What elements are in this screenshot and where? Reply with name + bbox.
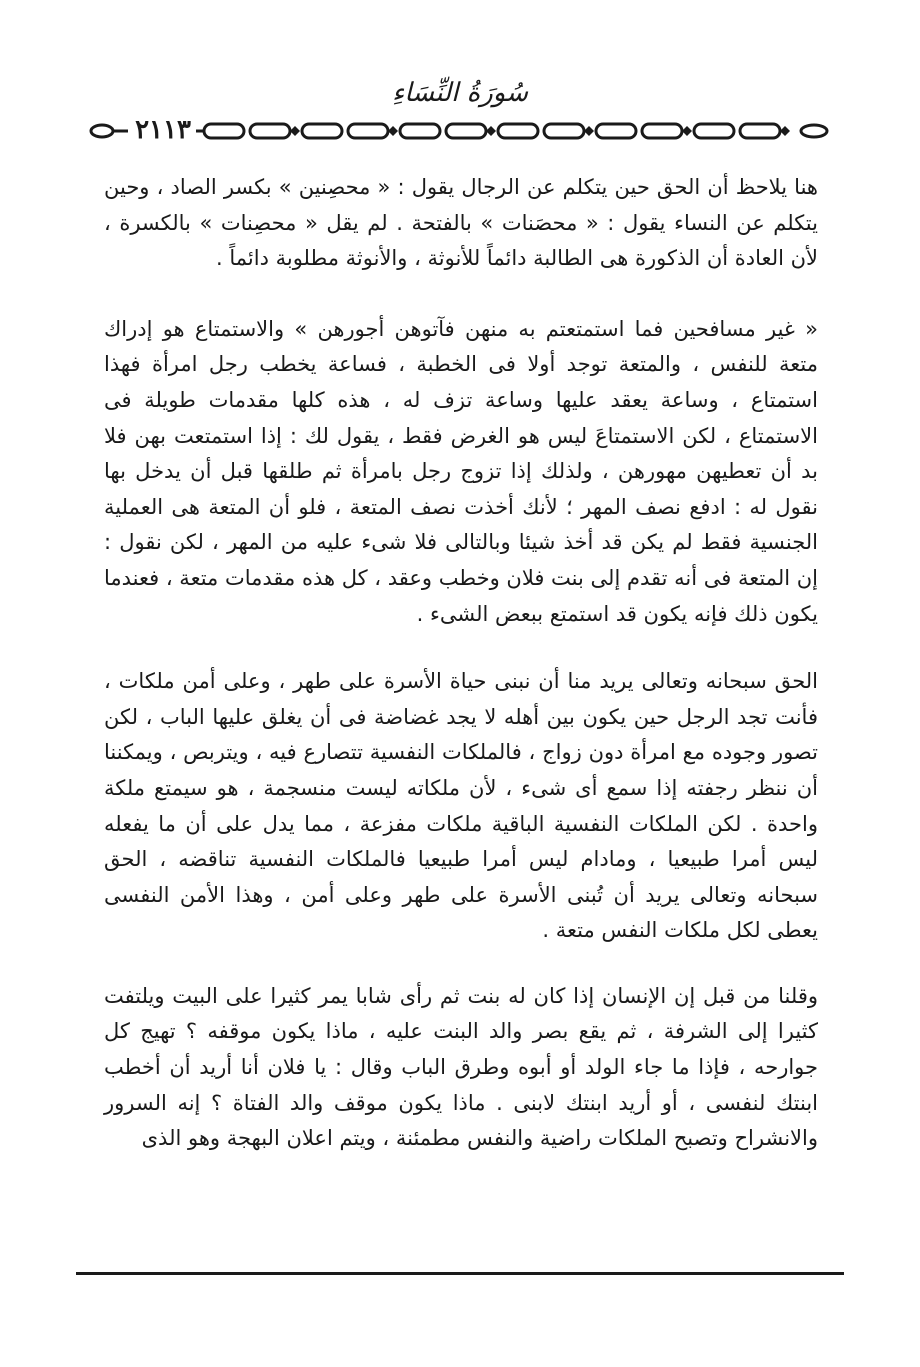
paragraph: وقلنا من قبل إن الإنسان إذا كان له بنت ثم رأى شابا يمر كثيرا على البيت ويلتفت كثيرا إلى الشرفة ، ثم يقع بصر والد البنت عليه ، ماذا يكون موقفه ؟ تهيج كل جوارحه ، فإذا ما جاء الولد أو أبوه وطرق الباب وقال : يا فلان أنا أريد أن أخطب ابنتك لنفسى ، أو أريد ابنتك لابنى . ماذا يكون موقف والد الفتاة ؟ إنه السرور والانشراح وتصبح الملكات راضية والنفس مطمئنة ، ويتم اعلان البهجة وهو الذى bbox=[104, 983, 818, 1151]
paragraph: الحق سبحانه وتعالى يريد منا أن نبنى حياة الأسرة على طهر ، وعلى أمن ملكات ، فأنت تجد الرجل حين يكون بين أهله لا يجد غضاضة فى أن يغلق عليها الباب ، لكن تصور وجوده مع امرأة دون زواج ، فالملكات النفسية تتصارع فيه ، ويتربص ، ويمكننا أن ننظر رجفته إذا سمع أى شىء ، لأن ملكاته ليست منسجمة ، هو سيمتع ملكة واحدة . لكن الملكات النفسية الباقية ملكات مفزعة ، مما يدل على أن ما يفعله ليس أمرا طبيعيا ، ومادام ليس أمرا طبيعيا فالملكات النفسية تناقضه ، الحق سبحانه وتعالى يريد أن تُبنى الأسرة على طهر وعلى أمن ، وهذا الأمن النفسى يعطى لكل ملكات النفس متعة . bbox=[104, 669, 818, 943]
surah-title: سُورَةُ النِّسَاءِ bbox=[392, 78, 528, 108]
footer-rule bbox=[76, 1272, 844, 1275]
body-text bbox=[104, 170, 818, 1157]
ornamental-border bbox=[88, 117, 832, 145]
page-number: ٢١١٣ bbox=[130, 116, 196, 144]
paragraph: هنا يلاحظ أن الحق حين يتكلم عن الرجال يقول : « محصِنين » بكسر الصاد ، وحين يتكلم عن النساء يقول : « محصَنات » بالفتحة . لم يقل « محصِنات » بالكسرة ، لأن العادة أن الذكورة هى الطالبة دائماً للأنوثة ، والأنوثة مطلوبة دائماً . bbox=[104, 175, 818, 271]
paragraph: « غير مسافحين فما استمتعتم به منهن فآتوهن أجورهن » والاستمتاع هو إدراك متعة للنفس ، والمتعة توجد أولا فى الخطبة ، فساعة يخطب رجل امرأة فهذا استمتاع ، وساعة يعقد عليها وساعة تزف له ، هذه كلها مقدمات طويلة فى الاستمتاع ، لكن الاستمتاعَ ليس هو الغرض فقط ، يقول لك : إذا استمتعت بهن فلا بد أن تعطيهن مهورهن ، ولذلك إذا تزوج رجل بامرأة ثم طلقها قبل أن يدخل بها نقول له : ادفع نصف المهر ؛ لأنك أخذت نصف المتعة ، فلو أن المتعة هى العملية الجنسية فقط لم يكن قد أخذ شيئا وبالتالى فلا شىء عليه من المهر ، لكن نقول : إن المتعة فى أنه تقدم إلى بنت فلان وخطب وعقد ، كل هذه مقدمات متعة ، فعندما يكون ذلك فإنه يكون قد استمتع ببعض الشىء . bbox=[104, 316, 818, 626]
